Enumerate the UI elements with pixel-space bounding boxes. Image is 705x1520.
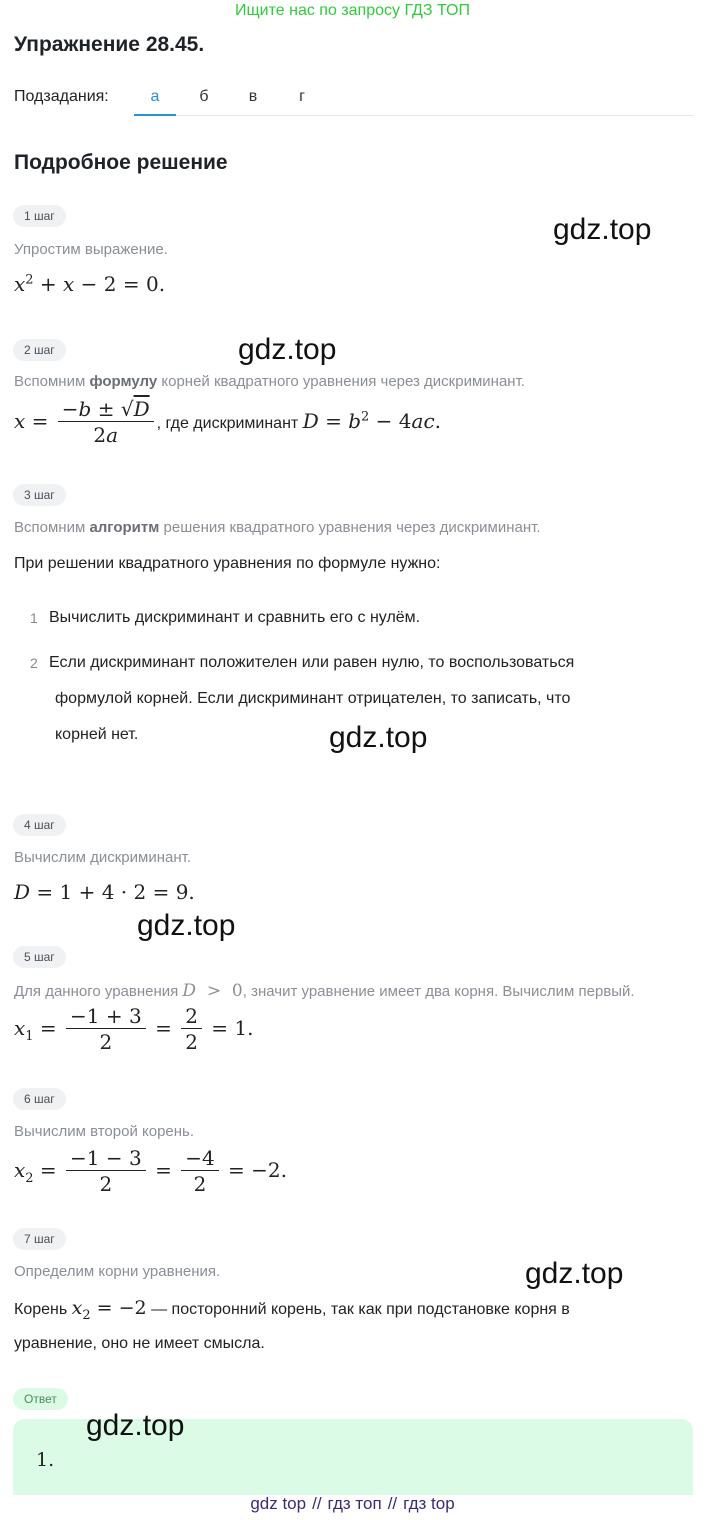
step-text-7-line2: уравнение, оно не имеет смысла. — [14, 1335, 265, 1352]
step-hint-2: Вспомним формулу корней квадратного уравнения через дискриминант. — [14, 373, 525, 390]
page-title: Упражнение 28.45. — [14, 33, 205, 56]
step-formula-5: $x_1$ = $\frac{-1 + 3}{2}$ = $\frac{2}{2}$ = 1. — [14, 1004, 254, 1054]
active-tab-indicator — [134, 114, 176, 116]
list-num-2: 2 — [30, 655, 38, 671]
bottom-sep: // — [312, 1494, 322, 1513]
step-badge-6: 6 шаг — [13, 1088, 66, 1110]
step-badge-1: 1 шаг — [13, 205, 66, 227]
step-formula-6: $x_2$ = $\frac{-1 - 3}{2}$ = $\frac{-4}{2}$ = −2. — [14, 1146, 288, 1196]
step-badge-7: 7 шаг — [13, 1228, 66, 1250]
step-hint-6: Вычислим второй корень. — [14, 1123, 195, 1140]
watermark: gdz.top — [238, 333, 337, 366]
step-text-7-line1: Корень $x_2 = -2$ — посторонний корень, так как при подстановке корня в — [14, 1297, 570, 1323]
bottom-link-2[interactable]: гдз топ — [327, 1494, 382, 1513]
list-item-2-line2: формулой корней. Если дискриминант отрицателен, то записать, что — [55, 690, 571, 707]
step-hint-4: Вычислим дискриминант. — [14, 849, 191, 866]
bottom-sep: // — [387, 1494, 398, 1513]
top-banner: Ищите нас по запросу ГДЗ ТОП — [235, 2, 470, 19]
tab-g[interactable]: г — [299, 88, 305, 105]
step-badge-4: 4 шаг — [13, 814, 66, 836]
step-hint-3: Вспомним алгоритм решения квадратного уравнения через дискриминант. — [14, 519, 541, 536]
bottom-link-3[interactable]: гдз top — [403, 1494, 455, 1513]
list-item-1: Вычислить дискриминант и сравнить его с нулём. — [49, 609, 421, 626]
where-text: , где дискриминант — [156, 415, 303, 432]
answer-badge: Ответ — [13, 1388, 68, 1410]
tab-v[interactable]: в — [248, 88, 258, 105]
watermark: gdz.top — [137, 909, 236, 942]
watermark: gdz.top — [329, 721, 428, 754]
section-title: Подробное решение — [14, 151, 228, 174]
list-item-2-line1: Если дискриминант положителен или равен нулю, то воспользоваться — [49, 654, 575, 671]
step-badge-5: 5 шаг — [13, 946, 66, 968]
watermark: gdz.top — [525, 1257, 624, 1290]
step-badge-3: 3 шаг — [13, 484, 66, 506]
step-hint-7: Определим корни уравнения. — [14, 1263, 221, 1280]
watermark: gdz.top — [86, 1409, 185, 1442]
step-formula-4: D = 1 + 4 · 2 = 9. — [14, 880, 195, 904]
watermark: gdz.top — [553, 213, 652, 246]
step-hint-5: Для данного уравнения D > 0, значит уравнение имеет два корня. Вычислим первый. — [14, 981, 635, 1001]
step-intro-3: При решении квадратного уравнения по формуле нужно: — [14, 555, 441, 572]
answer-value: 1. — [36, 1449, 55, 1471]
step-badge-2: 2 шаг — [13, 339, 66, 361]
step-formula-2: x = $\frac{-b \pm √D}{2a}$ , где дискриминант $D = b^2 - 4ac$. — [14, 397, 441, 447]
bottom-link-1[interactable]: gdz top — [250, 1494, 307, 1513]
subtasks-label: Подзадания: — [14, 88, 109, 105]
tab-a[interactable]: а — [150, 88, 160, 105]
bottom-links — [0, 1494, 705, 1514]
step-hint-1: Упростим выражение. — [14, 241, 168, 258]
list-item-2-line3: корней нет. — [55, 726, 139, 743]
list-num-1: 1 — [30, 610, 38, 626]
tab-b[interactable]: б — [199, 88, 209, 105]
step-formula-1: $x^2 + x - 2 = 0$. — [14, 272, 166, 296]
tabs-divider — [134, 115, 694, 116]
